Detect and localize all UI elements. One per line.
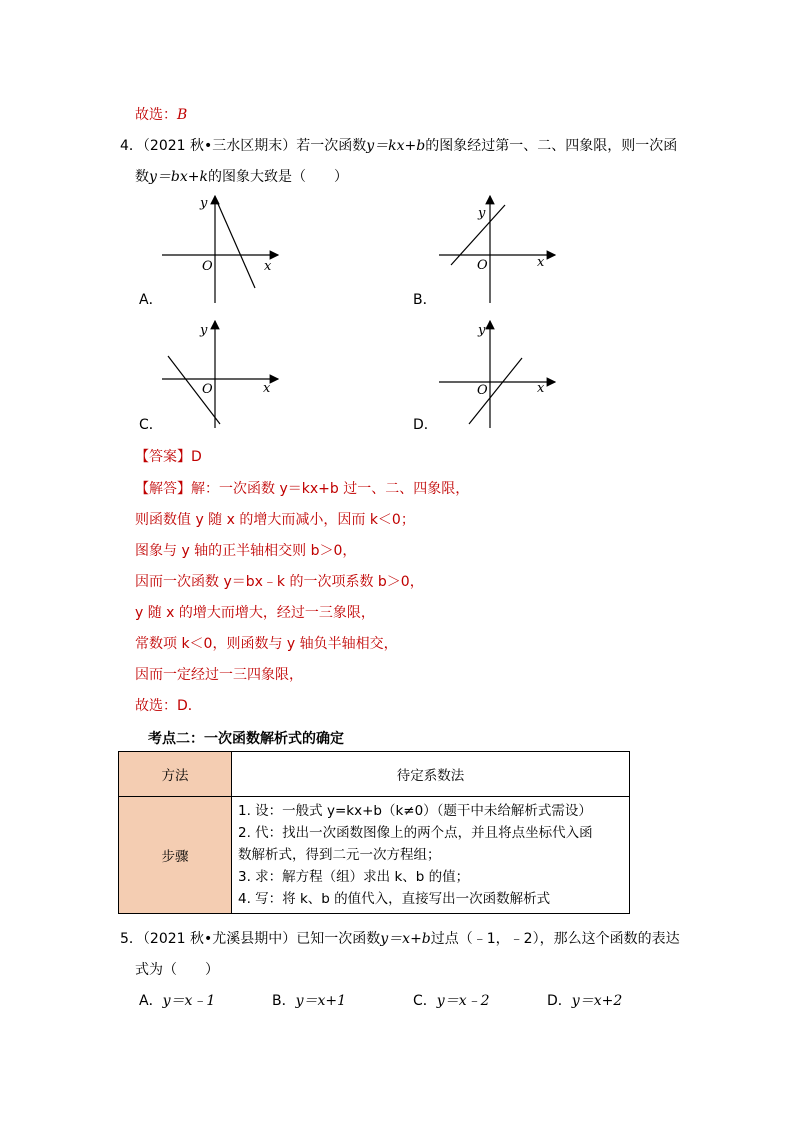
q4-option-d[interactable]: D．	[413, 417, 438, 433]
prev-answer-value: B	[177, 107, 188, 123]
q4-option-c[interactable]: C．	[139, 417, 163, 433]
y-label: y	[478, 206, 486, 221]
step-1: 1. 设：一般式 y=kx+b（k≠0）（题干中未给解析式需设）	[238, 803, 592, 819]
prev-answer-line	[135, 104, 187, 124]
q4-stem-line2	[135, 166, 348, 186]
y-label: y	[478, 323, 486, 338]
steps-label: 步骤	[119, 797, 232, 914]
q5-option-b[interactable]	[272, 990, 346, 1010]
method-label: 方法	[119, 752, 232, 797]
q4-solution-line-2: 则函数值 y 随 x 的增大而减小，因而 k＜0；	[135, 512, 415, 528]
q4-solution-line-7: 因而一定经过一三四象限，	[135, 667, 303, 683]
prev-answer-prefix: 故选：	[135, 107, 177, 123]
graph-c	[160, 318, 290, 430]
origin-label: O	[202, 382, 213, 397]
option-label: C．	[413, 993, 437, 1009]
x-label: x	[537, 381, 545, 396]
q5-stem-text: （2021 秋•尤溪县期中）已知一次函数	[142, 931, 381, 947]
option-label: A．	[139, 993, 163, 1009]
steps-cell	[232, 797, 630, 914]
origin-label: O	[477, 383, 488, 398]
graph-b	[437, 193, 567, 305]
q5-option-c[interactable]	[413, 990, 490, 1010]
q4-func-1: y＝kx+b	[366, 138, 426, 154]
table-row	[119, 752, 630, 797]
q4-stem-text-3: 数	[135, 169, 149, 185]
q4-solution-line-8: 故选：D．	[135, 698, 202, 714]
q5-stem-text-2: 过点（﹣1，﹣2），那么这个函数的表达	[430, 931, 680, 947]
step-4: 4. 写：将 k、b 的值代入，直接写出一次函数解析式	[238, 891, 551, 907]
origin-label: O	[477, 258, 488, 273]
q4-func-2: y＝bx+k	[149, 169, 208, 185]
origin-label: O	[202, 259, 213, 274]
solution-text: 解：一次函数 y＝kx+b 过一、二、四象限，	[191, 481, 470, 497]
q5-stem-line1	[120, 928, 680, 948]
answer-value: D	[191, 449, 202, 465]
q4-solution-line-1	[135, 478, 469, 498]
x-label: x	[537, 255, 545, 270]
q4-stem-text-2: 的图象经过第一、二、四象限，则一次函	[425, 138, 678, 154]
q5-func: y＝x+b	[380, 931, 431, 947]
q4-stem-text-4: 的图象大致是（ ）	[207, 169, 348, 185]
x-label: x	[264, 259, 272, 274]
q4-option-a[interactable]: A．	[139, 292, 163, 308]
x-label: x	[263, 381, 271, 396]
option-expr: y＝x﹣1	[162, 993, 216, 1009]
option-label: B．	[272, 993, 296, 1009]
graph-d	[437, 318, 567, 430]
q4-solution-line-3: 图象与 y 轴的正半轴相交则 b＞0，	[135, 543, 357, 559]
q5-option-a[interactable]	[139, 990, 215, 1010]
step-2: 2. 代：找出一次函数图像上的两个点，并且将点坐标代入函	[238, 825, 593, 841]
q4-solution-line-6: 常数项 k＜0，则函数与 y 轴负半轴相交，	[135, 636, 398, 652]
method-value: 待定系数法	[232, 752, 630, 797]
option-expr: y＝x﹣2	[436, 993, 490, 1009]
option-expr: y＝x+2	[571, 993, 623, 1009]
solution-tag: 【解答】	[135, 481, 191, 497]
q4-option-b[interactable]: B．	[413, 292, 437, 308]
q5-number: 5．	[120, 931, 143, 947]
y-label: y	[200, 323, 208, 338]
option-label: D．	[547, 993, 572, 1009]
q4-answer	[135, 446, 202, 466]
option-expr: y＝x+1	[295, 993, 347, 1009]
q4-solution-line-5: y 随 x 的增大而增大，经过一三象限，	[135, 605, 375, 621]
y-label: y	[200, 196, 208, 211]
step-3: 3. 求：解方程（组）求出 k、b 的值；	[238, 869, 470, 885]
function-line	[215, 197, 255, 288]
step-2-cont: 数解析式，得到二元一次方程组；	[238, 847, 441, 863]
q4-solution-line-4: 因而一次函数 y＝bx﹣k 的一次项系数 b＞0，	[135, 574, 424, 590]
q4-number: 4．	[120, 138, 143, 154]
graph-a	[160, 193, 290, 305]
q4-stem-line1	[120, 135, 677, 155]
q5-stem-line2: 式为（ ）	[135, 962, 219, 978]
q5-option-d[interactable]	[547, 990, 622, 1010]
table-row	[119, 797, 630, 914]
answer-tag: 【答案】	[135, 449, 191, 465]
q4-stem-text: （2021 秋•三水区期末）若一次函数	[142, 138, 367, 154]
method-table	[118, 751, 630, 914]
section-title: 考点二：一次函数解析式的确定	[148, 731, 344, 747]
